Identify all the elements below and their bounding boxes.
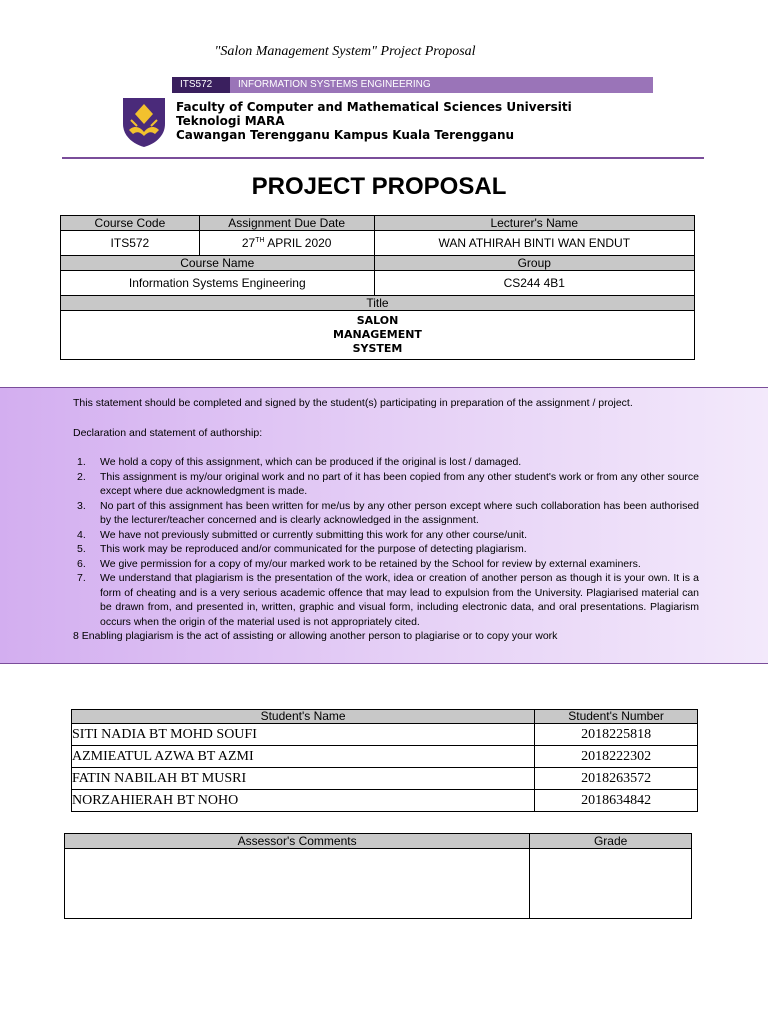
- students-table: [71, 709, 698, 812]
- table-row: [72, 746, 698, 768]
- student-number-cell: 2018634842: [535, 790, 698, 812]
- document-header-title: "Salon Management System" Project Proposal: [214, 44, 476, 59]
- student-number-cell: 2018263572: [535, 768, 698, 790]
- student-name-cell: AZMIEATUL AZWA BT AZMI: [72, 746, 535, 768]
- declaration-item-8: 8 Enabling plagiarism is the act of assisting or allowing another person to plagiarise or to copy your work: [73, 630, 558, 642]
- page-title: PROJECT PROPOSAL: [251, 173, 507, 200]
- university-logo: [121, 96, 167, 148]
- due-date-header: Assignment Due Date: [199, 216, 374, 231]
- group-value: CS244 4B1: [374, 271, 694, 296]
- declaration-list: [73, 455, 699, 629]
- course-name-header: Course Name: [61, 256, 375, 271]
- declaration-item: 4. We have not previously submitted or currently submitting this work for any other course/unit.: [77, 528, 527, 541]
- lecturer-value: WAN ATHIRAH BINTI WAN ENDUT: [374, 231, 694, 256]
- student-number-header: Student's Number: [535, 710, 698, 724]
- title-header: Title: [61, 296, 695, 311]
- declaration-heading: Declaration and statement of authorship:: [73, 426, 263, 439]
- lecturer-header: Lecturer's Name: [374, 216, 694, 231]
- grade-cell[interactable]: [530, 849, 692, 919]
- declaration-item: 2. This assignment is my/our original work and no part of it has been copied from any other student's work or from any other source except where due acknowledgment is made.: [77, 470, 699, 497]
- declaration-item: 6. We give permission for a copy of my/our marked work to be retained by the School for review by external examiners.: [77, 557, 641, 570]
- course-info-table: [60, 215, 695, 360]
- student-name-header: Student's Name: [72, 710, 535, 724]
- student-name-cell: SITI NADIA BT MOHD SOUFI: [72, 724, 535, 746]
- declaration-item: 1. We hold a copy of this assignment, which can be produced if the original is lost / damaged.: [77, 456, 522, 468]
- student-name-cell: FATIN NABILAH BT MUSRI: [72, 768, 535, 790]
- project-title-value: SALON MANAGEMENT SYSTEM: [61, 311, 695, 360]
- course-name-value: Information Systems Engineering: [61, 271, 375, 296]
- student-number-cell: 2018222302: [535, 746, 698, 768]
- declaration-intro: This statement should be completed and signed by the student(s) participating in preparation of the assignment / project.: [73, 397, 633, 409]
- declaration-item: 5. This work may be reproduced and/or communicated for the purpose of detecting plagiarism.: [77, 543, 527, 555]
- due-date-value: 27TH APRIL 2020: [199, 231, 374, 256]
- header-divider: [62, 157, 704, 159]
- assessor-comments-cell[interactable]: [65, 849, 530, 919]
- course-code-badge: ITS572: [172, 77, 230, 93]
- declaration-panel: [0, 387, 768, 664]
- student-name-cell: NORZAHIERAH BT NOHO: [72, 790, 535, 812]
- assessor-table: [64, 833, 692, 919]
- table-row: [72, 724, 698, 746]
- course-banner: [172, 77, 653, 93]
- faculty-name: Faculty of Computer and Mathematical Sciences Universiti Teknologi MARA: [176, 100, 572, 128]
- declaration-item: 3. No part of this assignment has been written for me/us by any other person except where such collaboration has been authorised by the lecturer/teacher concerned and is clearly acknowledged in the assignment.: [77, 499, 699, 526]
- faculty-info: [176, 100, 626, 142]
- declaration-item: 7. We understand that plagiarism is the presentation of the work, idea or creation of another person as though it is your own. It is a form of cheating and is a very serious academic offence that may lead to expulsion from the University. Plagiarised material can be drawn from, and presented in, written, graphic and visual form, including electronic data, and oral presentations. Plagiarism occurs when the origin of the material used is not appropriately cited.: [77, 572, 699, 628]
- table-row: [72, 768, 698, 790]
- campus-name: Cawangan Terengganu Kampus Kuala Terengganu: [176, 128, 515, 142]
- grade-header: Grade: [530, 834, 692, 849]
- student-number-cell: 2018225818: [535, 724, 698, 746]
- group-header: Group: [374, 256, 694, 271]
- assessor-comments-header: Assessor's Comments: [65, 834, 530, 849]
- course-name-badge: INFORMATION SYSTEMS ENGINEERING: [230, 77, 653, 93]
- table-row: [72, 790, 698, 812]
- course-code-value: ITS572: [61, 231, 200, 256]
- course-code-header: Course Code: [61, 216, 200, 231]
